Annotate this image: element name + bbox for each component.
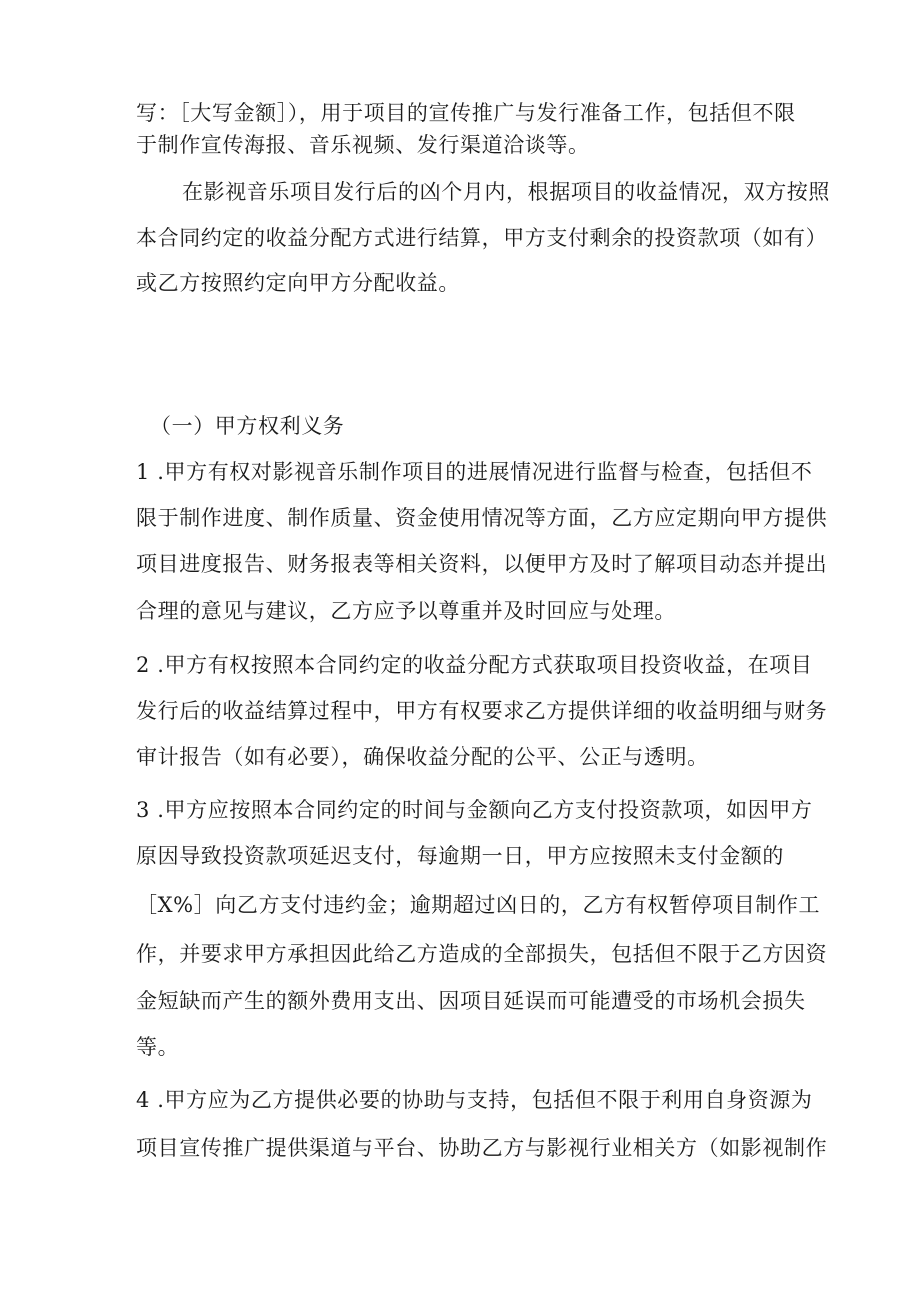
- clause-3-line-3: ［X%］向乙方支付违约金；逾期超过凶日的，乙方有权暂停项目制作工: [136, 893, 821, 917]
- clause-2-line-3: 审计报告（如有必要），确保收益分配的公平、公正与透明。: [136, 745, 709, 769]
- clause-4-line-2: 项目宣传推广提供渠道与平台、协助乙方与影视行业相关方（如影视制作: [136, 1136, 828, 1160]
- intro-line-2: 于制作宣传海报、音乐视频、发行渠道洽谈等。: [136, 133, 590, 157]
- clause-1-line-4: 合理的意见与建议，乙方应予以尊重并及时回应与处理。: [136, 599, 676, 623]
- clause-1-line-1: 1 .甲方有权对影视音乐制作项目的进展情况进行监督与检查，包括但不: [136, 460, 813, 484]
- clause-3-line-6: 等。: [136, 1035, 180, 1059]
- clause-3-line-4: 作，并要求甲方承担因此给乙方造成的全部损失，包括但不限于乙方因资: [136, 942, 828, 966]
- clause-3-line-2: 原因导致投资款项延迟支付，每逾期一日，甲方应按照未支付金额的: [136, 844, 784, 868]
- clause-3-line-5: 金短缺而产生的额外费用支出、因项目延误而可能遭受的市场机会损失: [136, 989, 806, 1013]
- clause-1-line-3: 项目进度报告、财务报表等相关资料，以便甲方及时了解项目动态并提出: [136, 552, 828, 576]
- clause-2-line-1: 2 .甲方有权按照本合同约定的收益分配方式获取项目投资收益，在项目: [136, 653, 813, 677]
- clause-3-line-1: 3 .甲方应按照本合同约定的时间与金额向乙方支付投资款项，如因甲方: [136, 798, 813, 822]
- settlement-line-2: 本合同约定的收益分配方式进行结算，甲方支付剩余的投资款项（如有）: [136, 226, 828, 250]
- clause-4-line-1: 4 .甲方应为乙方提供必要的协助与支持，包括但不限于利用自身资源为: [136, 1088, 813, 1112]
- clause-2-line-2: 发行后的收益结算过程中，甲方有权要求乙方提供详细的收益明细与财务: [136, 699, 828, 723]
- settlement-line-3: 或乙方按照约定向甲方分配收益。: [136, 271, 460, 295]
- section-heading: （一）甲方权利义务: [150, 414, 345, 438]
- clause-1-line-2: 限于制作进度、制作质量、资金使用情况等方面，乙方应定期向甲方提供: [136, 506, 828, 530]
- intro-line-1: 写：［大写金额］），用于项目的宣传推广与发行准备工作，包括但不限: [136, 101, 796, 125]
- settlement-line-1: 在影视音乐项目发行后的凶个月内，根据项目的收益情况，双方按照: [182, 180, 830, 204]
